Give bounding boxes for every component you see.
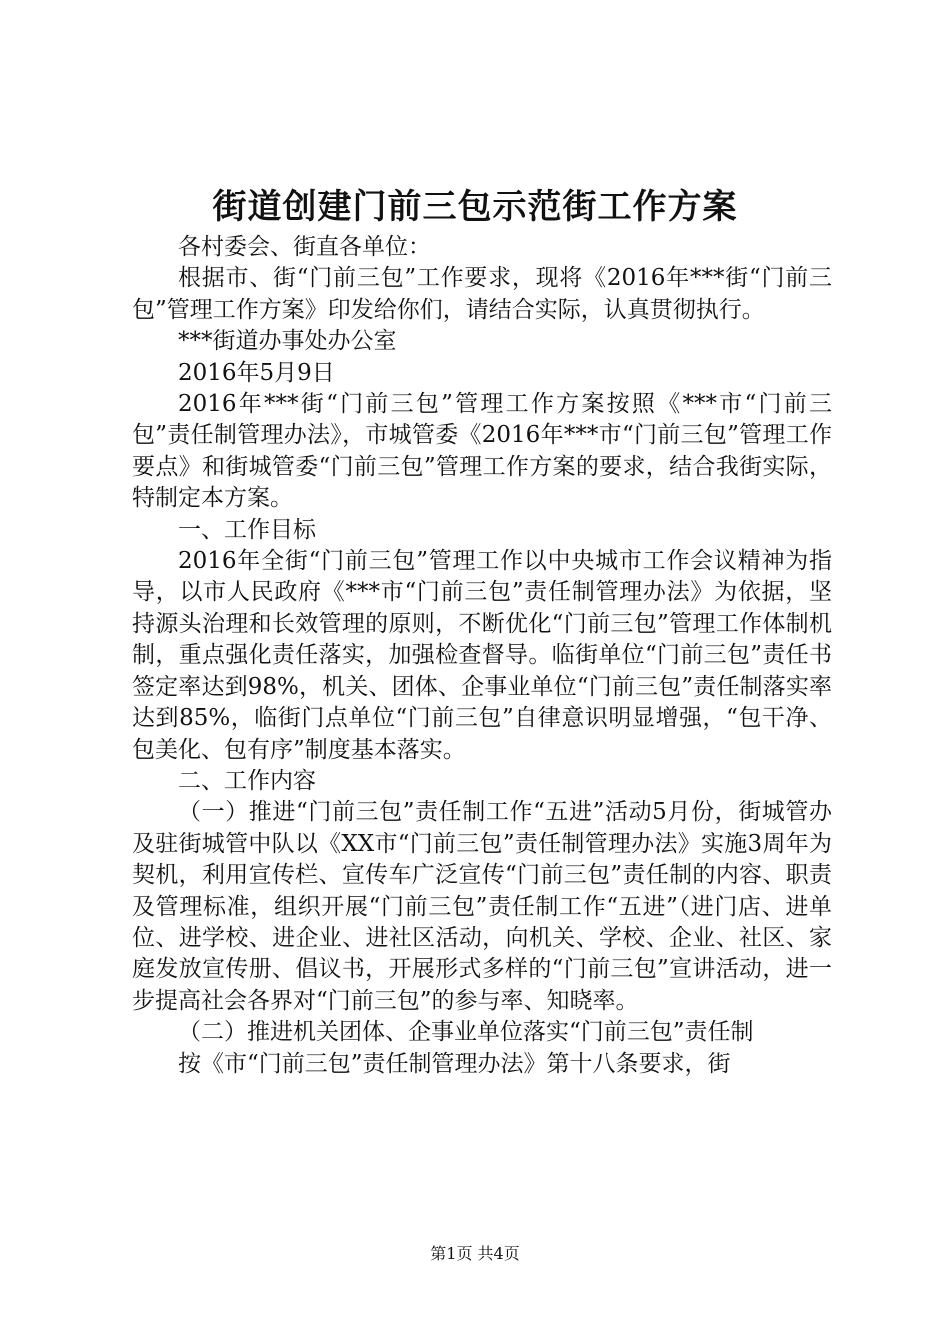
goals-paragraph: 2016年全街“门前三包”管理工作以中央城市工作会议精神为指导，以市人民政府《***市“门前三包”责任制管理办法》为依据，坚持源头治理和长效管理的原则，不断优化“门前三包”管理工作体制机制，重点强化责任落实，加强检查督导。临街单位“门前三包”责任书签定率达到98%，机关、团体、企事业单位“门前三包”责任制落实率达到85%，临街门点单位“门前三包”自律意识明显增强，“包干净、包美化、包有序”制度基本落实。 <box>132 548 832 763</box>
document-body <box>132 232 832 1080</box>
subsection-one-paragraph: （一）推进“门前三包”责任制工作“五进”活动5月份，街城管办及驻街城管中队以《XX市“门前三包”责任制管理办法》实施3周年为契机，利用宣传栏、宣传车广泛宣传“门前三包”责任制的内容、职责及管理标准，组织开展“门前三包”责任制工作“五进”（进门店、进单位、进学校、进企业、进社区活动，向机关、学校、企业、社区、家庭发放宣传册、倡议书，开展形式多样的“门前三包”宣讲活动，进一步提高社会各界对“门前三包”的参与率、知晓率。 <box>132 799 832 1014</box>
section-heading-content: 二、工作内容 <box>178 767 316 794</box>
intro-paragraph: 2016年***街“门前三包”管理工作方案按照《***市“门前三包”责任制管理办法》，市城管委《2016年***市“门前三包”管理工作要点》和街城管委“门前三包”管理工作方案的要求，结合我街实际，特制定本方案。 <box>132 391 832 512</box>
subsection-two-heading: （二）推进机关团体、企事业单位落实“门前三包”责任制 <box>178 1019 754 1046</box>
section-heading-goals: 一、工作目标 <box>178 516 316 543</box>
page-footer: 第1页 共4页 <box>430 1244 520 1263</box>
subsection-two-paragraph: 按《市“门前三包”责任制管理办法》第十八条要求，街 <box>178 1050 731 1077</box>
issuer-office: ***街道办事处办公室 <box>178 328 397 355</box>
document-title: 街道创建门前三包示范街工作方案 <box>212 187 738 227</box>
issue-date: 2016年5月9日 <box>178 359 335 386</box>
salutation: 各村委会、街直各单位： <box>178 234 431 260</box>
notice-paragraph: 根据市、街“门前三包”工作要求，现将《2016年***街“门前三包”管理工作方案》印发给你们，请结合实际，认真贯彻执行。 <box>132 265 832 323</box>
